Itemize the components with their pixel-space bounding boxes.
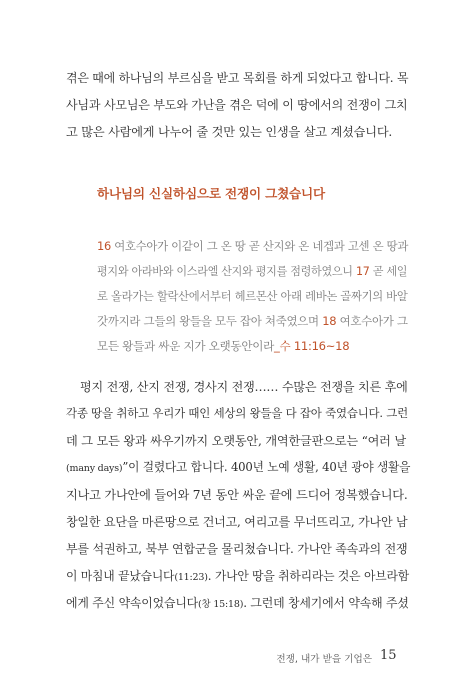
body-text: . 가나안 땅을 취하리라는 것은 아브라함 <box>207 569 409 583</box>
body-line-3: 데 그 모든 왕과 싸우기까지 오랫동안, 개역한글판으로는 “여러 날 <box>66 434 406 448</box>
body-line-7: 부를 석권하고, 북부 연합군을 물리쳤습니다. 가나안 족속과의 전쟁 <box>66 542 408 556</box>
quote-text: 모든 왕들과 싸운 지가 오랫동안이라 <box>97 339 275 353</box>
verse-number: 17 <box>355 265 370 278</box>
body-line-5: 지나고 가나안에 들어와 7년 동안 싸운 끝에 드디어 정복했습니다. <box>66 488 408 502</box>
verse-number: 18 <box>322 314 337 328</box>
quote-text: 갓까지라 그들의 왕들을 모두 잡아 쳐죽였으며 <box>97 314 323 328</box>
quote-line-1 <box>97 238 408 254</box>
quote-line-2 <box>97 263 407 279</box>
intro-line-2: 사님과 사모님은 부도와 가난을 겪은 덕에 이 땅에서의 전쟁이 그치 <box>66 98 408 112</box>
section-heading: 하나님의 신실하심으로 전쟁이 그쳤습니다 <box>97 186 325 201</box>
body-text: . 그런데 창세기에서 약속해 주셨 <box>243 596 409 610</box>
quote-text: 여호수아가 그 <box>336 314 408 328</box>
quote-text: 여호수아가 이같이 그 온 땅 곧 산지와 온 네겝과 고센 온 땅과 <box>110 239 409 253</box>
verse-number: 16 <box>97 239 111 253</box>
body-line-1: 평지 전쟁, 산지 전쟁, 경사지 전쟁…… 수많은 전쟁을 치른 후에 <box>80 380 408 394</box>
quote-line-4 <box>97 313 408 329</box>
body-line-2: 각종 땅을 취하고 우리가 때인 세상의 왕들을 다 잡아 죽였습니다. 그런 <box>66 406 409 420</box>
intro-line-1: 겪은 때에 하나님의 부르심을 받고 목회를 하게 되었다고 합니다. 목 <box>66 71 409 85</box>
body-line-6: 창일한 요단을 마른땅으로 건너고, 여리고를 무너뜨리고, 가나안 남 <box>66 515 408 529</box>
quote-line-5 <box>97 338 349 354</box>
body-line-8 <box>66 567 409 584</box>
page-number: 15 <box>380 648 397 663</box>
body-line-4 <box>66 459 410 475</box>
inline-citation: (창 15:18) <box>198 599 244 610</box>
intro-line-3: 고 많은 사람에게 나누어 줄 것만 있는 인생을 살고 계셨습니다. <box>66 125 393 139</box>
scripture-reference: _수 11:16~18 <box>274 339 350 353</box>
body-line-9 <box>66 594 409 611</box>
body-text: 에게 주신 약속이었습니다 <box>66 596 199 610</box>
gloss-text: (many days) <box>66 463 123 474</box>
inline-citation: (11:23) <box>174 572 208 583</box>
quote-text: 평지와 아라바와 이스라엘 산지와 평지를 점령하였으니 <box>97 265 356 278</box>
quote-text: 곧 세일 <box>369 265 408 278</box>
body-text: ”이 걸렸다고 합니다. 400년 노예 생활, 40년 광야 생활을 <box>122 460 411 474</box>
body-text: 이 마침내 끝났습니다 <box>66 569 175 583</box>
quote-line-3: 로 올라가는 할락산에서부터 헤르몬산 아래 레바논 골짜기의 바알 <box>97 289 408 303</box>
running-title: 전쟁, 내가 받을 기업은 <box>276 654 372 665</box>
